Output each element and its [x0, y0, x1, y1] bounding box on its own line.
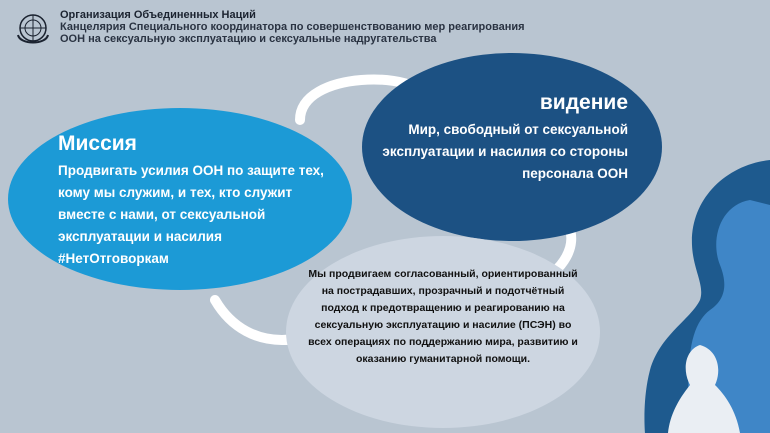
mission-text: Продвигать усилия ООН по защите тех, кому мы служим, и тех, кто служит вместе с нами, от сексуальной эксплуатации и насилия #НетОтговоркам [58, 163, 324, 266]
vision-text: Мир, свободный от сексуальной эксплуатации и насилия со стороны персонала ООН [382, 122, 628, 181]
approach-text: Мы продвигаем согласованный, ориентированный на пострадавших, прозрачный и подотчётный подход к предотвращению и реагированию на сексуальную эксплуатацию и насилие (ПСЭН) во всех операциях по поддержанию мира, развитию и оказанию гуманитарной помощи. [308, 268, 578, 365]
approach-ellipse [286, 236, 600, 428]
mission-ellipse [8, 108, 352, 290]
mission-title: Миссия [58, 132, 137, 155]
un-emblem-icon [12, 9, 54, 51]
vision-title: видение [539, 91, 628, 114]
organization-name: Организация Объединенных Наций [60, 9, 256, 21]
office-line-1: Канцелярия Специального координатора по совершенствованию мер реагирования [60, 21, 525, 33]
office-line-2: ООН на сексуальную эксплуатацию и сексуальные надругательства [60, 33, 437, 45]
people-silhouettes [630, 160, 770, 433]
header [12, 9, 525, 51]
vision-ellipse [362, 53, 662, 241]
